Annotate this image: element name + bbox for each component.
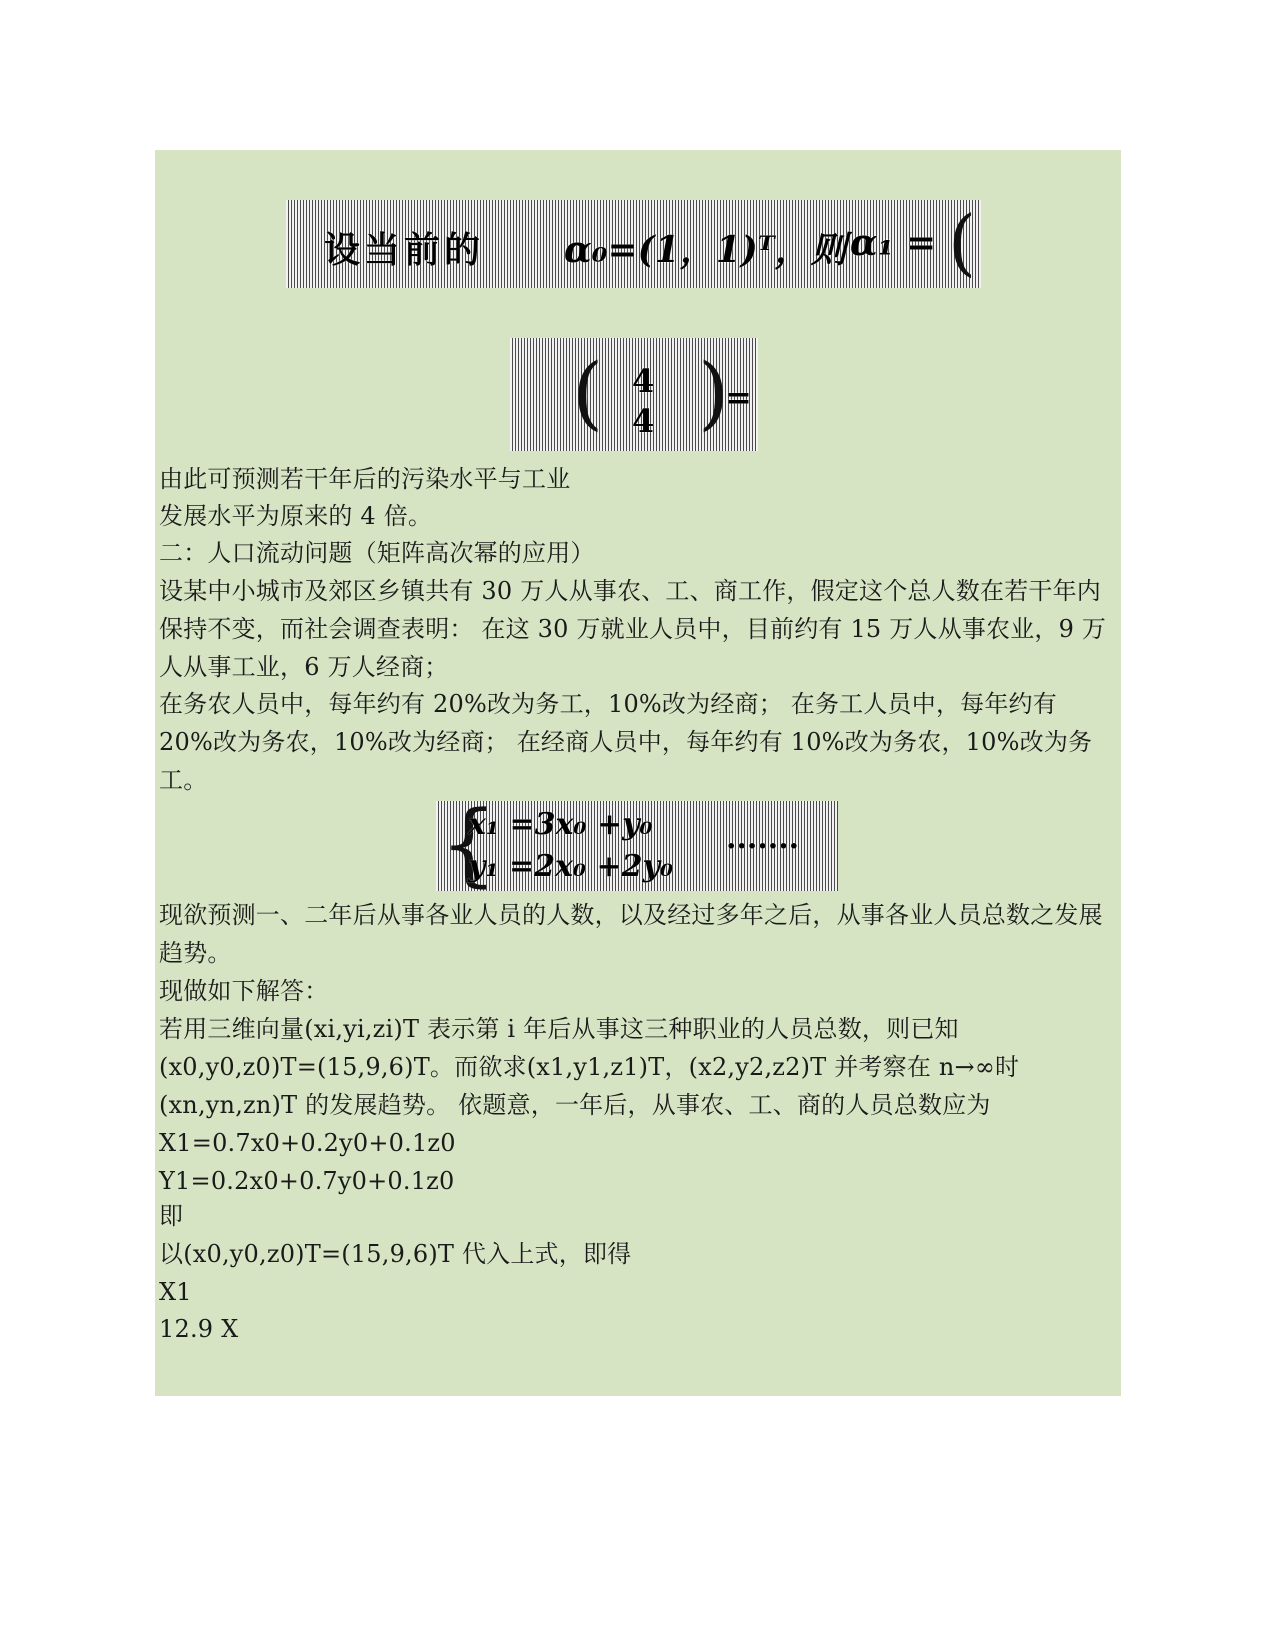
formula-image-1 bbox=[286, 200, 981, 288]
formula-2-open-paren: ( bbox=[572, 346, 604, 439]
paragraph: 由此可预测若干年后的污染水平与工业 bbox=[159, 465, 571, 493]
document-panel bbox=[155, 150, 1121, 1396]
formula-2-close-paren: ) bbox=[698, 346, 730, 439]
formula-2-bottom: 4 bbox=[632, 402, 655, 440]
paragraph: 现做如下解答： bbox=[159, 977, 329, 1005]
formula-image-2 bbox=[510, 338, 758, 451]
formula-1-open-paren: ( bbox=[948, 200, 977, 284]
paragraph: (x0,y0,z0)T=(15,9,6)T。而欲求(x1,y1,z1)T，(x2,y2,z2)T 并考察在 n→∞时(xn,yn,zn)T 的发展趋势。 依题意，一年后，从事农、工、商的人员总数应为 bbox=[159, 1053, 1020, 1119]
equation-line: X1 bbox=[159, 1278, 192, 1306]
formula-1-tail bbox=[850, 222, 936, 264]
equation-line: X1=0.7x0+0.2y0+0.1z0 bbox=[159, 1129, 456, 1157]
formula-1-tail-text: α₁ = bbox=[850, 222, 937, 264]
formula-1-expr bbox=[564, 222, 847, 273]
formula-3-line2-text: y₁ =2x₀ +2y₀ bbox=[468, 849, 674, 884]
formula-2-equals: = bbox=[725, 378, 752, 416]
formula-3-dots: ······· bbox=[726, 829, 800, 864]
section-heading: 二：人口流动问题（矩阵高次幂的应用） bbox=[159, 539, 595, 567]
equation-line: Y1=0.2x0+0.7y0+0.1z0 bbox=[159, 1167, 455, 1195]
formula-image-3 bbox=[436, 801, 838, 891]
paragraph: 现欲预测一、二年后从事各业人员的人数，以及经过多年之后，从事各业人员总数之发展趋势。 bbox=[159, 901, 1103, 967]
paragraph: 以(x0,y0,z0)T=(15,9,6)T 代入上式，即得 bbox=[159, 1240, 632, 1268]
paragraph: 即 bbox=[159, 1202, 184, 1230]
formula-3-line1-text: x₁ =3x₀ +y₀ bbox=[468, 807, 653, 842]
paragraph: 在务农人员中，每年约有 20%改为务工，10%改为经商； 在务工人员中，每年约有 20%改为务农，10%改为经商； 在经商人员中，每年约有 10%改为务农，10%改为务工。 bbox=[159, 690, 1093, 794]
formula-1-expr-text: α₀=(1，1)ᵀ，则 bbox=[564, 229, 847, 271]
paragraph: 若用三维向量(xi,yi,zi)T 表示第 i 年后从事这三种职业的人员总数，则已知 bbox=[159, 1015, 959, 1043]
formula-3-line1 bbox=[468, 807, 653, 842]
equation-line: 12.9 X bbox=[159, 1315, 239, 1343]
formula-2-top: 4 bbox=[632, 362, 655, 400]
formula-3-line2 bbox=[468, 849, 673, 884]
paragraph: 发展水平为原来的 4 倍。 bbox=[159, 502, 433, 530]
paragraph: 设某中小城市及郊区乡镇共有 30 万人从事农、工、商工作，假定这个总人数在若干年内保持不变，而社会调查表明： 在这 30 万就业人员中，目前约有 15 万人从事农业，9 万人从事工业，6 万人经商； bbox=[159, 577, 1107, 681]
formula-1-prefix: 设当前的 bbox=[324, 229, 485, 271]
formula-3-brace: { bbox=[440, 801, 498, 891]
